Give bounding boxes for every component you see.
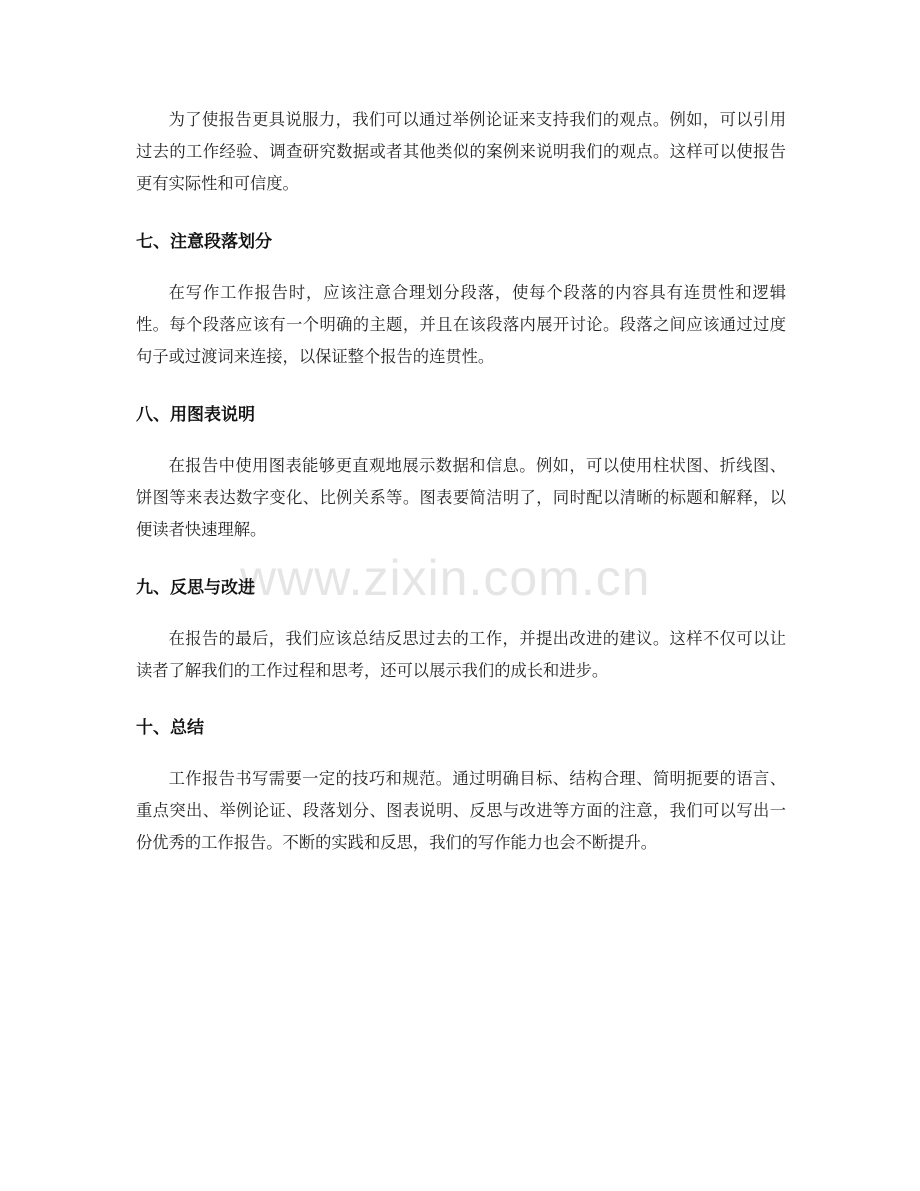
paragraph-examples: 为了使报告更具说服力，我们可以通过举例论证来支持我们的观点。例如，可以引用过去的工作经验、调查研究数据或者其他类似的案例来说明我们的观点。这样可以使报告更有实际性和可信度。 [136,110,786,193]
paragraph-section-10: 工作报告书写需要一定的技巧和规范。通过明确目标、结构合理、简明扼要的语言、重点突出、举例论证、段落划分、图表说明、反思与改进等方面的注意，我们可以写出一份优秀的工作报告。不断的实践和反思，我们的写作能力也会不断提升。 [136,769,786,852]
heading-section-8: 八、用图表说明 [136,405,255,425]
paragraph-section-7: 在写作工作报告时，应该注意合理划分段落，使每个段落的内容具有连贯性和逻辑性。每个段落应该有一个明确的主题，并且在该段落内展开讨论。段落之间应该通过过度句子或过渡词来连接，以保证整个报告的连贯性。 [136,283,786,366]
paragraph-section-9: 在报告的最后，我们应该总结反思过去的工作，并提出改进的建议。这样不仅可以让读者了解我们的工作过程和思考，还可以展示我们的成长和进步。 [136,629,786,680]
heading-section-7: 七、注意段落划分 [136,232,272,252]
paragraph-section-8: 在报告中使用图表能够更直观地展示数据和信息。例如，可以使用柱状图、折线图、饼图等来表达数字变化、比例关系等。图表要简洁明了，同时配以清晰的标题和解释，以便读者快速理解。 [136,456,786,539]
heading-section-9: 九、反思与改进 [136,578,255,598]
watermark: www.zixin.com.cn [240,550,651,606]
heading-section-10: 十、总结 [136,718,204,738]
